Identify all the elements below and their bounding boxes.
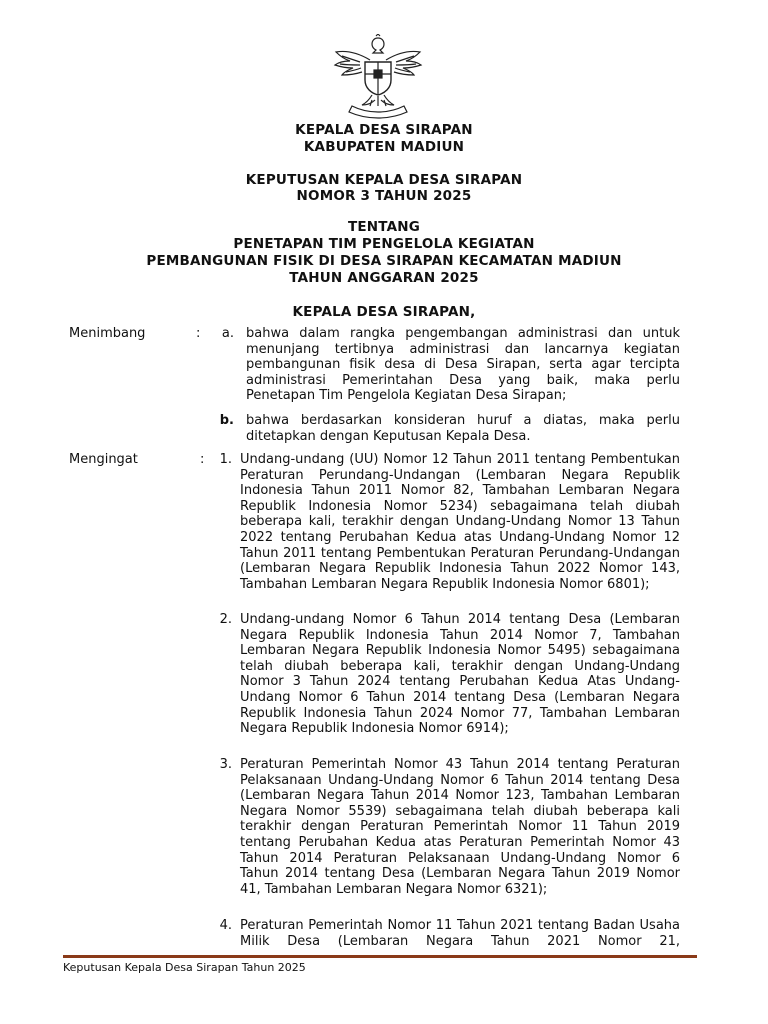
subject-line-3: TAHUN ANGGARAN 2025: [289, 270, 479, 286]
mengingat-item-4: Peraturan Pemerintah Nomor 11 Tahun 2021 tentang Badan Usaha Milik Desa (Lembaran Negara Tahun 2021 Nomor 21,: [240, 918, 680, 949]
mengingat-item-1: Undang-undang (UU) Nomor 12 Tahun 2011 tentang Pembentukan Peraturan Perundang-Undangan (Lembaran Negara Republik Indonesia Tahun 2011 Nomor 82, Tambahan Lembaran Negara Republik Indonesia Nomor 5234) sebagaimana telah diubah beberapa kali, terakhir dengan Undang-Undang Nomor 13 Tahun 2022 tentang Perubahan Kedua atas Undang-Undang Nomor 12 Tahun 2011 tentang Pembentukan Peraturan Perundang-Undangan (Lembaran Negara Republik Indonesia Tahun 2022 Nomor 143, Tambahan Lembaran Negara Republik Indonesia Nomor 6801);: [240, 452, 680, 592]
mengingat-item-2-mark: 2.: [219, 612, 232, 627]
mengingat-item-3: Peraturan Pemerintah Nomor 43 Tahun 2014 tentang Peraturan Pelaksanaan Undang-Undang Nomor 6 Tahun 2014 tentang Desa (Lembaran Negara Tahun 2014 Nomor 123, Tambahan Lembaran Negara Nomor 5539) sebagaimana telah diubah beberapa kali terakhir dengan Peraturan Pemerintah Nomor 11 Tahun 2019 tentang Perubahan Kedua atas Peraturan Pemerintah Nomor 43 Tahun 2014 Peraturan Pelaksanaan Undang-Undang Nomor 6 Tahun 2014 tentang Desa (Lembaran Negara Tahun 2019 Nomor 41, Tambahan Lembaran Negara Nomor 6321);: [240, 757, 680, 897]
office-name: KEPALA DESA SIRAPAN: [295, 122, 473, 138]
mengingat-item-4-mark: 4.: [219, 918, 232, 933]
mengingat-item-2: Undang-undang Nomor 6 Tahun 2014 tentang Desa (Lembaran Negara Republik Indonesia Tahun 2014 Nomor 7, Tambahan Lembaran Negara Republik Indonesia Nomor 5495) sebagaimana telah diubah beberapa kali, terakhir dengan Undang-Undang Nomor 3 Tahun 2024 tentang Perubahan Kedua Atas Undang-Undang Nomor 6 Tahun 2014 tentang Desa (Lembaran Negara Republik Indonesia Tahun 2024 Nomor 77, Tambahan Lembaran Negara Republik Indonesia Nomor 6914);: [240, 612, 680, 737]
mengingat-colon: :: [200, 452, 205, 467]
menimbang-item-b: bahwa berdasarkan konsideran huruf a diatas, maka perlu ditetapkan dengan Keputusan Kepala Desa.: [246, 413, 680, 444]
decree-number: NOMOR 3 TAHUN 2025: [296, 188, 472, 204]
mengingat-label: Mengingat: [69, 452, 138, 467]
footer-caption: Keputusan Kepala Desa Sirapan Tahun 2025: [63, 961, 306, 974]
authority-heading: KEPALA DESA SIRAPAN,: [292, 304, 476, 320]
regency-name: KABUPATEN MADIUN: [303, 139, 465, 155]
mengingat-item-3-mark: 3.: [219, 757, 232, 772]
menimbang-item-b-mark: b.: [219, 413, 234, 428]
menimbang-item-a: bahwa dalam rangka pengembangan administrasi dan untuk menunjang tertibnya administrasi dan lancarnya kegiatan pembangunan fisik desa di Desa Sirapan, serta agar tercipta administrasi Pemerintahan Desa yang baik, maka perlu Penetapan Tim Pengelola Kegiatan Desa Sirapan;: [246, 326, 680, 404]
menimbang-label: Menimbang: [69, 326, 146, 341]
decree-title: KEPUTUSAN KEPALA DESA SIRAPAN: [245, 172, 523, 188]
menimbang-item-a-mark: a.: [221, 326, 234, 341]
garuda-emblem-icon: [332, 34, 424, 120]
footer-divider: [63, 955, 697, 958]
menimbang-colon: :: [196, 326, 201, 341]
subject-line-1: PENETAPAN TIM PENGELOLA KEGIATAN: [233, 236, 535, 252]
mengingat-item-1-mark: 1.: [219, 452, 232, 467]
about-label: TENTANG: [347, 219, 421, 235]
subject-line-2: PEMBANGUNAN FISIK DI DESA SIRAPAN KECAMATAN MADIUN: [146, 253, 622, 269]
